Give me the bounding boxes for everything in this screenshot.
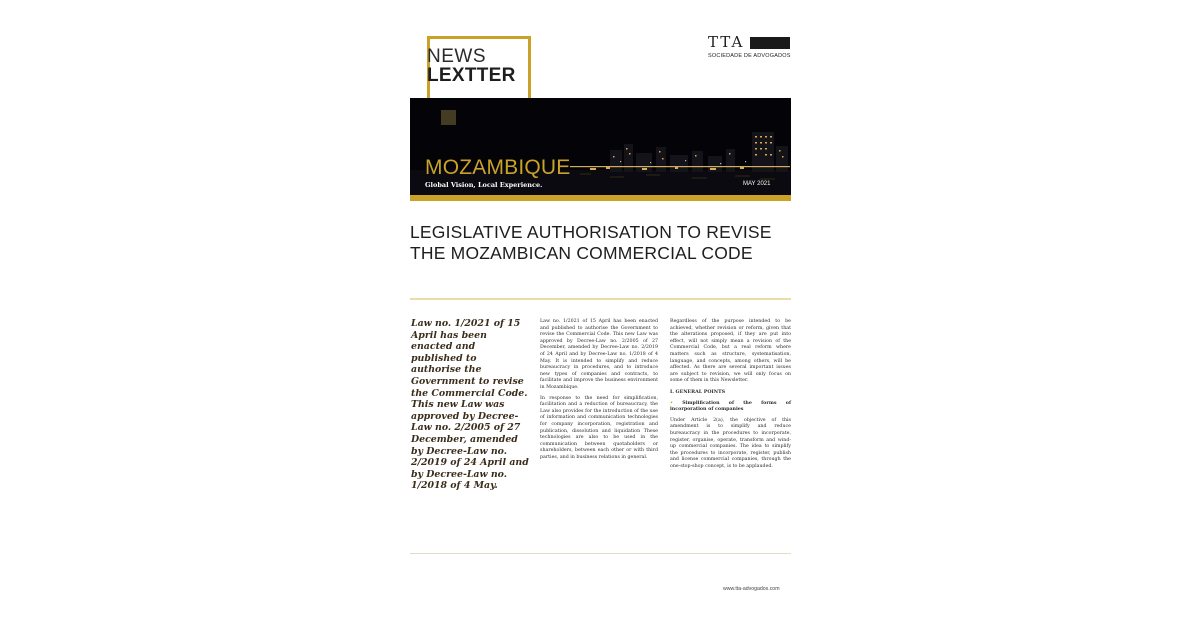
newsletter-page: [405, 30, 795, 605]
lead-paragraph: Law no. 1/2021 of 15 April has been enacted and published to authorise the Government to revise the Commercial Code. This new Law was approved by Decree-Law no. 2/2005 of 27 December, amended by Decree-Law no. 2/2019 of 24 April and by Decree-Law no. 1/2018 of 4 May.: [411, 318, 529, 492]
headline-line-1: LEGISLATIVE AUTHORISATION TO REVISE: [410, 222, 772, 242]
banner-country: MOZAMBIQUE: [425, 156, 571, 179]
body-column-2: [670, 319, 791, 474]
footer-website-link[interactable]: www.tta-advogados.com: [723, 586, 780, 592]
body-column-1: [540, 319, 658, 465]
firm-logo-bar: [750, 37, 790, 49]
newsletter-logo-lextter: LEXTTER: [427, 65, 516, 86]
subsection-bullet: •: [670, 400, 674, 406]
footer-divider: [410, 553, 791, 554]
body-paragraph: In response to the need for simplification, facilitation and a reduction of bureaucracy, the Law also provides for the introduction of the use of information and communication technologies for company incorporation, registration and publication, dissolution and liquidation These technologies are also to be used in the communication between quotaholders or shareholders, between each other or with third parties, and in business relations in general.: [540, 395, 658, 460]
firm-logo-text: TTA: [708, 33, 745, 51]
body-paragraph: Law no. 1/2021 of 15 April has been enacted and published to authorise the Government to revise the Commercial Code. This new Law was approved by Decree-Law no. 2/2005 of 27 December, amended by Decree-Law no. 2/2019 of 24 April and by Decree-Law no. 1/2018 of 4 May. It is intended to simplify and reduce bureaucracy in procedures, and to introduce new types of companies and contracts, to facilitate and improve the business environment in Mozambique.: [540, 319, 658, 390]
subsection-heading-text: Simplification of the forms of incorporation of companies: [670, 400, 792, 413]
banner-tagline: Global Vision, Local Experience.: [425, 181, 543, 189]
headline-divider: [410, 298, 791, 300]
firm-logo-subtitle: SOCIEDADE DE ADVOGADOS: [708, 53, 791, 59]
subsection-heading: [670, 401, 791, 414]
body-paragraph: Regardless of the purpose intended to be achieved, whether revision or reform, given that the alterations proposed, if they are put into effect, will not simply mean a revision of the Commercial Code, but a real reform where matters such as structure, systematisation, language, and concepts, among others, will be affected. As there are several important issues are subject to revision, we will only focus on some of them in this Newsletter.: [670, 319, 791, 384]
section-heading: I. GENERAL POINTS: [670, 389, 726, 395]
banner-date: MAY 2021: [743, 181, 771, 187]
headline-line-2: THE MOZAMBICAN COMMERCIAL CODE: [410, 243, 753, 263]
banner-gold-stripe: [410, 195, 791, 201]
article-headline: [410, 222, 795, 264]
body-paragraph: Under Article 2(a), the objective of this amendment is to simplify and reduce bureaucracy in the procedures to incorporate, register, organise, operate, transform and wind-up commercial companies. The idea to simplify the procedures to incorporate, register, publish and license commercial companies, through the one-stop-shop concept, is to be applauded.: [670, 417, 791, 469]
newsletter-logo-news: NEWS: [427, 46, 486, 67]
